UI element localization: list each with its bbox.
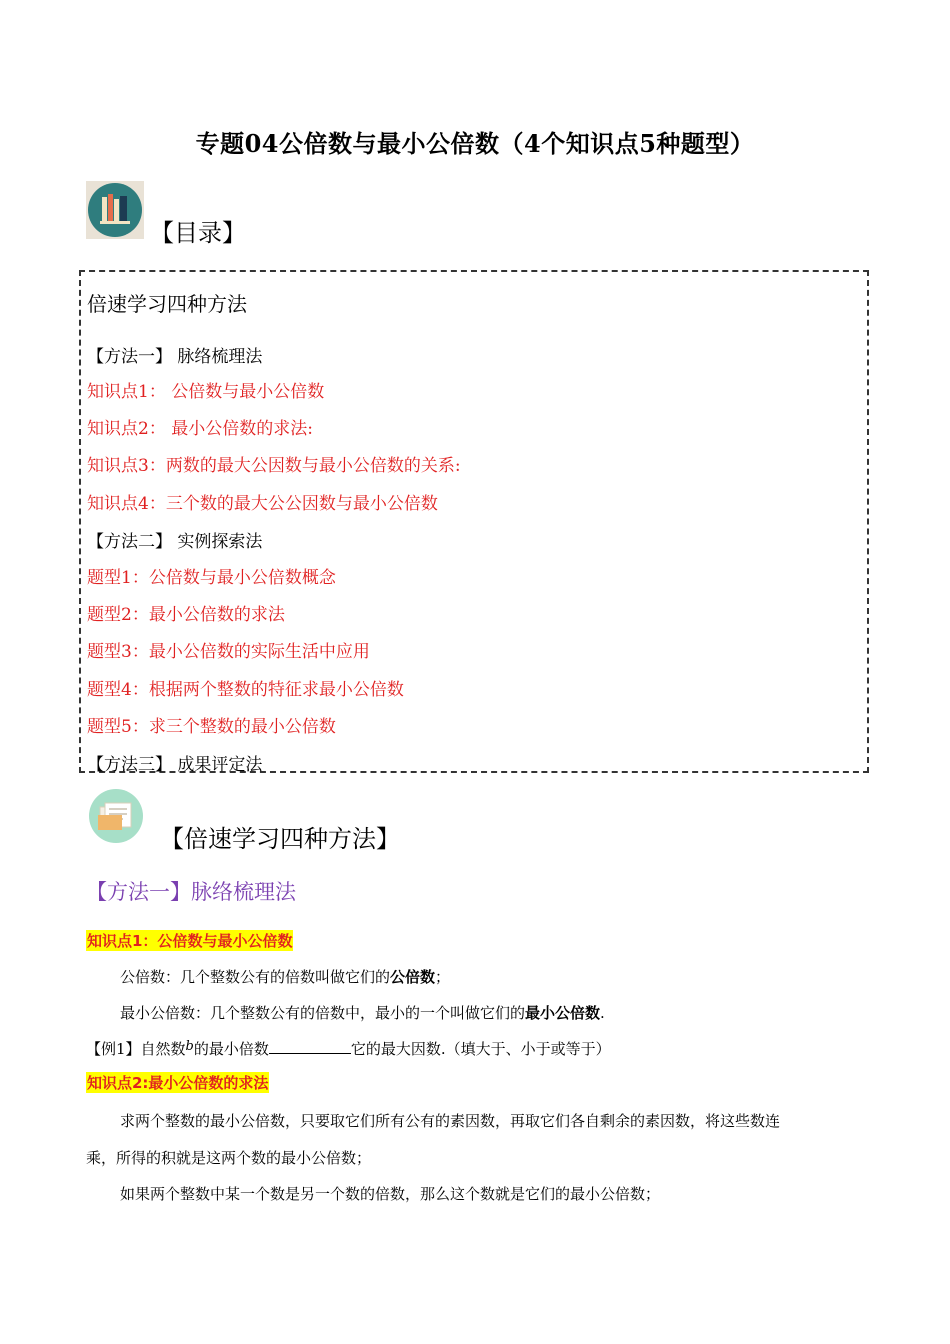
toc-item[interactable]: 【方法一】 脉络梳理法 xyxy=(87,347,263,367)
page-title: 专题04公倍数与最小公倍数（4个知识点5种题型） xyxy=(195,129,755,158)
method1-heading: 【方法一】脉络梳理法 xyxy=(86,880,296,904)
books-icon xyxy=(86,181,144,239)
toc-item[interactable]: 题型1：公倍数与最小公倍数概念 xyxy=(87,568,336,588)
toc-item[interactable]: 【方法二】 实例探索法 xyxy=(87,532,263,552)
kp2-paragraph-1-line-1: 求两个整数的最小公倍数，只要取它们所有公有的素因数，再取它们各自剩余的素因数，将这些数连 xyxy=(120,1112,781,1130)
toc-item[interactable]: 知识点3：两数的最大公因数与最小公倍数的关系: xyxy=(87,456,461,476)
toc-item[interactable]: 题型2：最小公倍数的求法 xyxy=(87,605,285,625)
definition-common-multiple: 公倍数：几个整数公有的倍数叫做它们的公倍数； xyxy=(120,968,451,986)
definition-lcm: 最小公倍数：几个整数公有的倍数中，最小的一个叫做它们的最小公倍数. xyxy=(120,1004,605,1022)
knowledge-point-1-label: 知识点1：公倍数与最小公倍数 xyxy=(87,932,293,950)
example-1: 【例1】自然数b的最小倍数 它的最大因数.（填大于、小于或等于） xyxy=(86,1039,611,1058)
kp2-paragraph-2: 如果两个整数中某一个数是另一个数的倍数，那么这个数就是它们的最小公倍数； xyxy=(120,1185,661,1203)
toc-item[interactable]: 【方法三】 成果评定法 xyxy=(87,755,263,775)
knowledge-point-2-label: 知识点2:最小公倍数的求法 xyxy=(87,1074,269,1092)
answer-blank[interactable] xyxy=(269,1039,351,1054)
toc-item[interactable]: 知识点2： 最小公倍数的求法: xyxy=(87,419,313,439)
toc-item[interactable]: 题型4：根据两个整数的特征求最小公倍数 xyxy=(87,680,404,700)
toc-heading: 【目录】 xyxy=(150,219,246,247)
toc-item[interactable]: 知识点4：三个数的最大公公因数与最小公倍数 xyxy=(87,494,438,514)
toc-item[interactable]: 题型3：最小公倍数的实际生活中应用 xyxy=(87,642,370,662)
toc-box-title: 倍速学习四种方法 xyxy=(87,292,247,316)
folder-icon xyxy=(88,788,144,844)
toc-item[interactable]: 知识点1： 公倍数与最小公倍数 xyxy=(87,382,325,402)
section-heading: 【倍速学习四种方法】 xyxy=(160,825,400,853)
toc-item[interactable]: 题型5：求三个整数的最小公倍数 xyxy=(87,717,336,737)
kp2-paragraph-1-line-2: 乘，所得的积就是这两个数的最小公倍数； xyxy=(86,1149,372,1167)
